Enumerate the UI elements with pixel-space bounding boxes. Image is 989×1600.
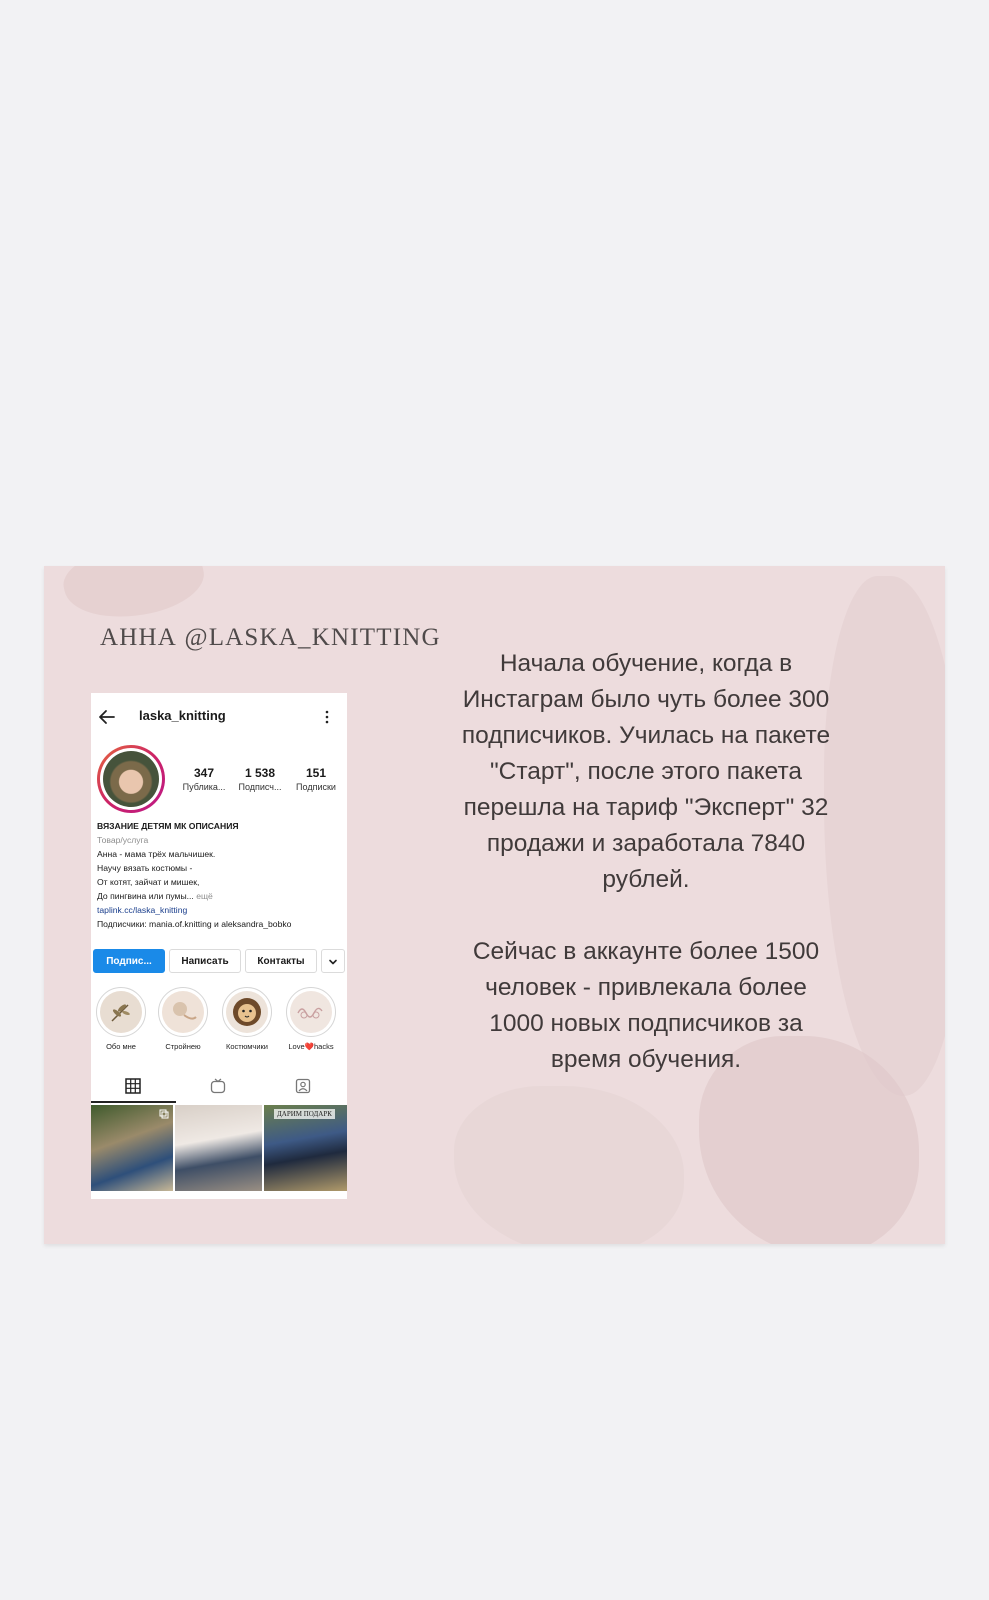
highlight-lovehacks[interactable] bbox=[283, 987, 339, 1051]
highlight-cover bbox=[100, 991, 142, 1033]
post-thumbnail[interactable] bbox=[175, 1105, 262, 1191]
profile-bio bbox=[97, 819, 345, 931]
highlight-label: Стройнею bbox=[165, 1042, 201, 1051]
stat-posts-label: Публика... bbox=[182, 782, 226, 792]
multi-photo-icon bbox=[159, 1109, 169, 1119]
bio-line: Научу вязать костюмы - bbox=[97, 863, 193, 873]
bio-category: Товар/услуга bbox=[97, 835, 149, 845]
testimonial-paragraph: Начала обучение, когда в Инстаграм было чуть более 300 подписчиков. Училась на пакете "Старт", после этого пакета перешла на тариф "Эксперт" 32 продажи и заработала 7840 рублей. bbox=[461, 650, 831, 893]
highlight-cover bbox=[290, 991, 332, 1033]
stat-followers[interactable] bbox=[231, 766, 289, 792]
highlight-cover bbox=[226, 991, 268, 1033]
lion-icon bbox=[226, 991, 268, 1033]
stat-posts-value: 347 bbox=[193, 766, 215, 780]
highlight-cover bbox=[162, 991, 204, 1033]
bio-line: От котят, зайчат и мишек, bbox=[97, 877, 200, 887]
igtv-icon bbox=[210, 1078, 226, 1094]
decor-blot bbox=[824, 576, 945, 1096]
contacts-button[interactable]: Контакты bbox=[245, 949, 317, 973]
bio-last-line bbox=[97, 889, 345, 903]
follow-button[interactable]: Подпис... bbox=[93, 949, 165, 973]
stat-followers-value: 1 538 bbox=[244, 766, 276, 780]
highlight-about[interactable] bbox=[93, 987, 149, 1051]
grid-icon bbox=[125, 1078, 141, 1094]
suggested-dropdown-button[interactable] bbox=[321, 949, 345, 973]
bio-website-link[interactable]: taplink.cc/laska_knitting bbox=[97, 905, 188, 915]
profile-tabs bbox=[91, 1069, 347, 1103]
post-overlay-text: ДАРИМ ПОДАРК bbox=[274, 1109, 335, 1119]
tagged-person-icon bbox=[295, 1078, 311, 1094]
profile-topbar bbox=[91, 693, 347, 741]
highlight-costumes[interactable] bbox=[219, 987, 275, 1051]
post-thumbnail[interactable] bbox=[264, 1105, 347, 1191]
stat-followers-label: Подписч... bbox=[238, 782, 282, 792]
decor-blot bbox=[454, 1086, 684, 1244]
stat-following[interactable] bbox=[287, 766, 345, 792]
instagram-profile-screenshot bbox=[91, 693, 347, 1199]
yarn-doodle-icon bbox=[290, 991, 332, 1033]
post-thumbnail[interactable] bbox=[91, 1105, 173, 1191]
avatar[interactable] bbox=[97, 745, 165, 813]
slide-heading: АННА @LASKA_KNITTING bbox=[100, 624, 441, 651]
bio-line: До пингвина или пумы... bbox=[97, 891, 194, 901]
tab-reels[interactable] bbox=[176, 1069, 261, 1103]
testimonial-text bbox=[456, 646, 836, 1078]
decor-blot bbox=[58, 566, 209, 630]
stat-following-value: 151 bbox=[305, 766, 327, 780]
stat-posts[interactable] bbox=[175, 766, 233, 792]
highlight-label: Костюмчики bbox=[226, 1042, 268, 1051]
testimonial-paragraph: Сейчас в аккаунте более 1500 человек - привлекала более 1000 новых подписчиков за время обучения. bbox=[472, 938, 820, 1073]
more-options-icon[interactable] bbox=[319, 707, 335, 727]
back-arrow-icon[interactable] bbox=[97, 707, 117, 727]
testimonial-slide bbox=[44, 566, 945, 1244]
tab-grid[interactable] bbox=[91, 1069, 176, 1103]
stat-following-label: Подписки bbox=[296, 782, 336, 792]
chevron-down-icon bbox=[328, 957, 338, 967]
tab-tagged[interactable] bbox=[261, 1069, 346, 1103]
highlight-slim[interactable] bbox=[155, 987, 211, 1051]
highlight-label: Обо мне bbox=[106, 1042, 136, 1051]
bio-title: ВЯЗАНИЕ ДЕТЯМ МК ОПИСАНИЯ bbox=[97, 821, 239, 831]
measuring-tape-icon bbox=[162, 991, 204, 1033]
highlight-label: Love❤️hacks bbox=[288, 1042, 334, 1051]
profile-username: laska_knitting bbox=[139, 708, 226, 723]
avatar-photo bbox=[103, 751, 159, 807]
bio-followers-line[interactable]: Подписчики: mania.of.knitting и aleksandra_bobko bbox=[97, 919, 292, 929]
bio-line: Анна - мама трёх мальчишек. bbox=[97, 849, 216, 859]
bio-more-link[interactable]: ещё bbox=[196, 891, 213, 901]
leaf-icon bbox=[100, 991, 142, 1033]
message-button[interactable]: Написать bbox=[169, 949, 241, 973]
